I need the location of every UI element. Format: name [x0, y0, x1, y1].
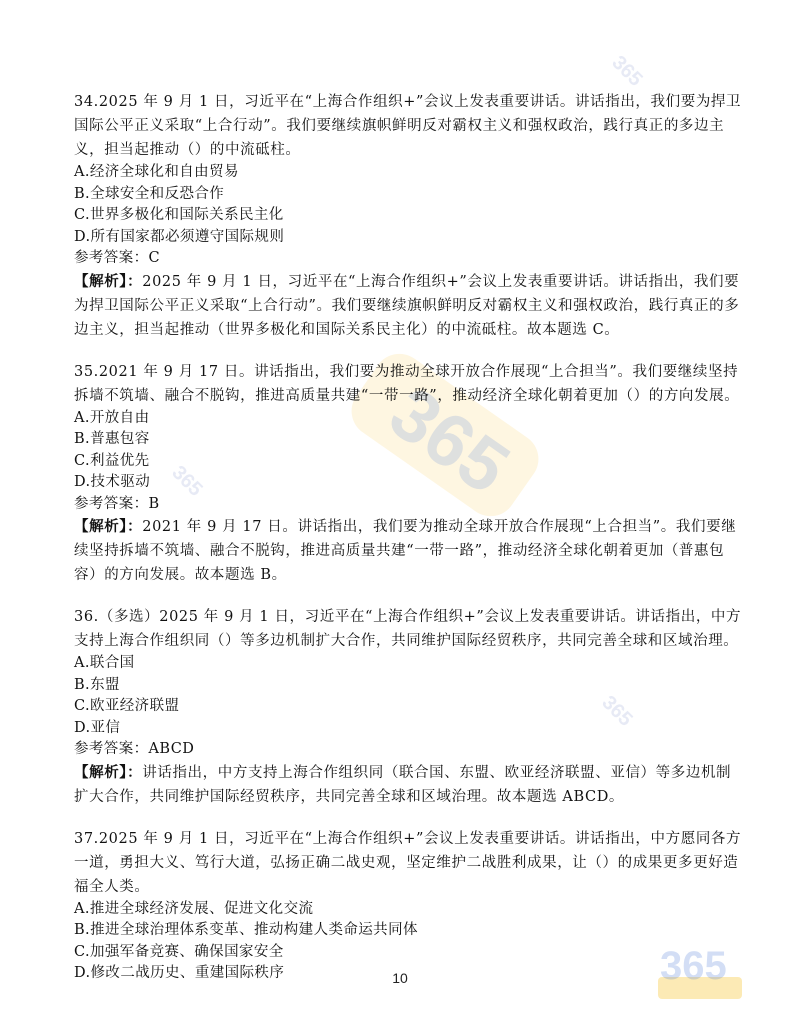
watermark-text: 365	[597, 691, 637, 731]
option-a: A.开放自由	[74, 409, 150, 426]
reference-answer: 参考答案：ABCD	[74, 741, 195, 757]
question-stem: 34.2025 年 9 月 1 日，习近平在“上海合作组织+”会议上发表重要讲话。讲话指出，我们要为捍卫国际公平正义采取“上合行动”。我们要继续旗帜鲜明反对霸权主义和强权政治，践行真正的多边主义，担当起推动（）的中流砥柱。	[74, 94, 742, 158]
option-c: C.欧亚经济联盟	[74, 698, 180, 714]
question-stem: 37.2025 年 9 月 1 日，习近平在“上海合作组织+”会议上发表重要讲话。讲话指出，中方愿同各方一道，勇担大义、笃行大道，弘扬正确二战史观，坚定维护二战胜利成果，让（）的成果更多更好造福全人类。	[74, 830, 742, 895]
question-stem: 36.（多选）2025 年 9 月 1 日，习近平在“上海合作组织+”会议上发表重要讲话。讲话指出，中方支持上海合作组织同（）等多边机制扩大合作，共同维护国际经贸秩序，共同完善全球和区域治理。	[74, 609, 742, 649]
option-c: C.加强军备竞赛、确保国家安全	[74, 943, 284, 960]
question-34	[74, 90, 744, 342]
question-36	[74, 605, 744, 809]
option-d: D.技术驱动	[74, 474, 151, 490]
question-35	[74, 360, 744, 588]
page-number: 10	[392, 970, 408, 986]
watermark-text: 365	[167, 461, 207, 501]
option-b: B.普惠包容	[74, 431, 150, 447]
analysis	[74, 270, 744, 342]
reference-answer: 参考答案：B	[74, 495, 160, 512]
option-b: B.推进全球治理体系变革、推动构建人类命运共同体	[74, 922, 418, 938]
option-d: D.所有国家都必须遵守国际规则	[74, 228, 285, 245]
option-b: B.全球安全和反恐合作	[74, 185, 225, 202]
analysis	[74, 515, 744, 587]
watermark-text: 365	[607, 51, 647, 91]
analysis-text: 2025 年 9 月 1 日，习近平在“上海合作组织+”会议上发表重要讲话。讲话指出，我们要为捍卫国际公平正义采取“上合行动”。我们要继续旗帜鲜明反对霸权主义和强权政治，践行真正的多边主义，担当起推动（世界多极化和国际关系民主化）的中流砥柱。故本题选 C。	[74, 273, 740, 338]
option-c: C.利益优先	[74, 452, 150, 469]
analysis-tag: 【解析】：	[74, 518, 143, 535]
option-d: D.修改二战历史、重建国际秩序	[74, 965, 285, 981]
option-b: B.东盟	[74, 676, 120, 693]
analysis-text: 讲话指出，中方支持上海合作组织同（联合国、东盟、欧亚经济联盟、亚信）等多边机制扩大合作，共同维护国际经贸秩序，共同完善全球和区域治理。故本题选 ABCD。	[74, 764, 732, 805]
option-a: A.经济全球化和自由贸易	[74, 164, 239, 180]
analysis	[74, 761, 744, 809]
svg-text:365: 365	[660, 944, 727, 988]
analysis-text: 2021 年 9 月 17 日。讲话指出，我们要为推动全球开放合作展现“上合担当”。我们要继续坚持拆墙不筑墙、融合不脱钩，推进高质量共建“一带一路”，推动经济全球化朝着更加（普惠包容）的方向发展。故本题选 B。	[74, 519, 737, 583]
reference-answer: 参考答案：C	[74, 250, 160, 266]
option-a: A.推进全球经济发展、促进文化交流	[74, 900, 314, 917]
option-a: A.联合国	[74, 655, 135, 671]
question-37	[74, 827, 744, 985]
question-stem: 35.2021 年 9 月 17 日。讲话指出，我们要为推动全球开放合作展现“上合担当”。我们要继续坚持拆墙不筑墙、融合不脱钩，推进高质量共建“一带一路”，推动经济全球化朝着更加（）的方向发展。	[74, 363, 740, 404]
option-c: C.世界多极化和国际关系民主化	[74, 207, 284, 223]
analysis-tag: 【解析】：	[74, 763, 143, 781]
analysis-tag: 【解析】：	[74, 272, 143, 290]
option-d: D.亚信	[74, 719, 121, 736]
question-list	[74, 90, 744, 1003]
svg-text:365: 365	[375, 370, 525, 510]
